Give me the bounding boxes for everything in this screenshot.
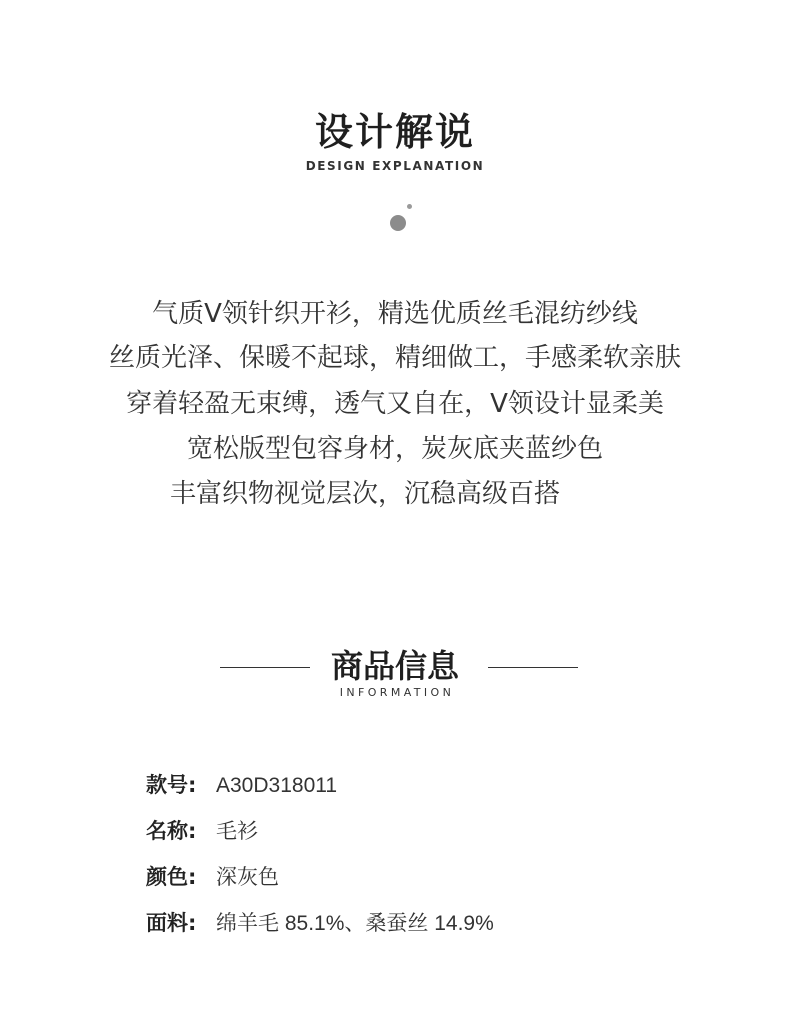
info-title: 商品信息 (330, 647, 459, 685)
design-title: 设计解说 (314, 110, 475, 154)
description-line: 宽松版型包容身材，炭灰底夹蓝纱色 (186, 434, 603, 464)
spec-value: 深灰色 (216, 866, 279, 889)
spec-value: 毛衫 (216, 820, 258, 843)
description-line: 穿着轻盈无束缚，透气又自在，V领设计显柔美 (126, 389, 664, 419)
spec-value: 绵羊毛 85.1%、桑蚕丝 14.9% (216, 912, 494, 935)
design-subtitle: DESIGN EXPLANATION (305, 159, 485, 173)
spec-row-color (146, 863, 279, 892)
spec-row-name (146, 817, 258, 846)
spec-label: 名称: (146, 819, 197, 843)
spec-value: A30D318011 (216, 774, 338, 797)
description-line: 丝质光泽、保暖不起球，精细做工，手感柔软亲肤 (108, 343, 681, 373)
spec-label: 款号: (146, 773, 197, 797)
decorative-dot-small (407, 204, 412, 209)
spec-label: 颜色: (146, 865, 197, 889)
spec-row-style-number (146, 771, 337, 800)
spec-label: 面料: (146, 911, 197, 935)
description-line: 丰富织物视觉层次，沉稳高级百搭 (170, 479, 561, 509)
info-subtitle: INFORMATION (339, 686, 455, 699)
description-line: 气质V领针织开衫，精选优质丝毛混纺纱线 (152, 299, 638, 329)
spec-row-fabric (146, 909, 494, 938)
decorative-dot-large (390, 215, 406, 231)
